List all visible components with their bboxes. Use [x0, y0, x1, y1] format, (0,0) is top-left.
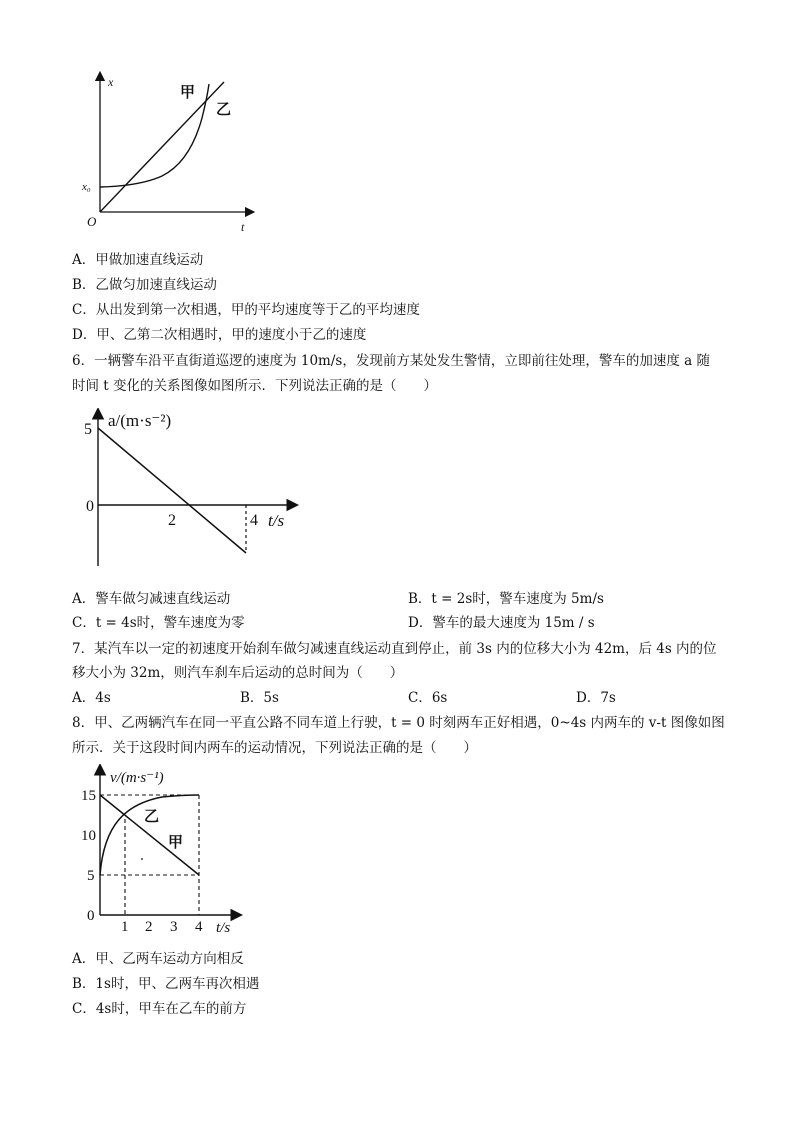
q8-tick-15: 15: [81, 788, 96, 804]
q8-vt-graph: [78, 764, 248, 936]
q8-label-jia: 甲: [168, 835, 184, 851]
q5-option-d[interactable]: D．甲、乙第二次相遇时，甲的速度小于乙的速度: [72, 327, 367, 343]
q6-at-graph: [80, 408, 310, 568]
q7-option-b[interactable]: B．5s: [240, 690, 279, 706]
q5-option-c[interactable]: C．从出发到第一次相遇，甲的平均速度等于乙的平均速度: [72, 302, 420, 318]
q6-stem-line1: 6．一辆警车沿平直街道巡逻的速度为 10m/s，发现前方某处发生警情，立即前往处理，警车的加速度 a 随: [72, 353, 710, 369]
q7-stem-line1: 7．某汽车以一定的初速度开始刹车做匀减速直线运动直到停止，前 3s 内的位移大小为 42m，后 4s 内的位: [72, 641, 717, 657]
q6-option-d[interactable]: D．警车的最大速度为 15m / s: [408, 615, 595, 631]
q8-option-a[interactable]: A．甲、乙两车运动方向相反: [72, 951, 244, 967]
q7-option-a[interactable]: A．4s: [72, 690, 111, 706]
q8-dot: [141, 858, 143, 860]
q6-tick-5: 5: [84, 421, 92, 438]
q5-option-a[interactable]: A．甲做加速直线运动: [72, 252, 204, 268]
q8-label-yi: 乙: [144, 809, 160, 825]
q6-option-c[interactable]: C．t = 4s时，警车速度为零: [72, 615, 245, 631]
q5-label-yi: 乙: [216, 102, 232, 118]
q5-label-jia: 甲: [180, 85, 196, 101]
q6-tick-2: 2: [168, 512, 176, 529]
q5-t-label: t: [241, 220, 245, 234]
q6-option-a[interactable]: A．警车做匀减速直线运动: [72, 591, 231, 607]
q6-tick-0: 0: [86, 498, 94, 515]
q5-option-b[interactable]: B．乙做匀加速直线运动: [72, 277, 217, 293]
q8-tick-t3: 3: [170, 919, 178, 935]
q8-stem-line1: 8．甲、乙两辆汽车在同一平直公路不同车道上行驶，t = 0 时刻两车正好相遇，0~4s 内两车的 v-t 图像如图: [72, 715, 725, 731]
q8-stem-line2: 所示．关于这段时间内两车的运动情况，下列说法正确的是（ ）: [72, 740, 477, 756]
q8-tick-5: 5: [87, 868, 95, 884]
q8-tick-t2: 2: [145, 919, 153, 935]
q8-t-label: t/s: [216, 920, 231, 936]
q5-x0-label: x₀: [82, 181, 91, 193]
q6-tick-4: 4: [250, 512, 258, 529]
q7-stem-line2: 移大小为 32m，则汽车刹车后运动的总时间为（ ）: [72, 665, 404, 681]
q8-v-label: v/(m·s⁻¹): [110, 770, 164, 786]
q8-option-c[interactable]: C．4s时，甲车在乙车的前方: [72, 1001, 247, 1017]
q8-option-b[interactable]: B．1s时，甲、乙两车再次相遇: [72, 976, 260, 992]
q7-option-c[interactable]: C．6s: [408, 690, 448, 706]
q8-tick-10: 10: [81, 828, 96, 844]
q6-option-b[interactable]: B．t = 2s时，警车速度为 5m/s: [408, 591, 604, 607]
q8-tick-0: 0: [87, 908, 95, 924]
q6-graph-line: [98, 428, 246, 553]
q5-xt-graph: [78, 66, 268, 238]
q5-origin-label: O: [87, 214, 97, 229]
q8-tick-t4: 4: [195, 919, 203, 935]
q6-stem-line2: 时间 t 变化的关系图像如图所示．下列说法正确的是（ ）: [72, 378, 438, 394]
q8-line-jia: [100, 795, 199, 875]
q6-t-label: t/s: [268, 511, 285, 530]
q5-x-label: x: [108, 75, 114, 89]
q7-option-d[interactable]: D．7s: [576, 690, 616, 706]
q8-tick-t1: 1: [121, 919, 129, 935]
q6-a-label: a/(m·s⁻²): [108, 411, 172, 430]
